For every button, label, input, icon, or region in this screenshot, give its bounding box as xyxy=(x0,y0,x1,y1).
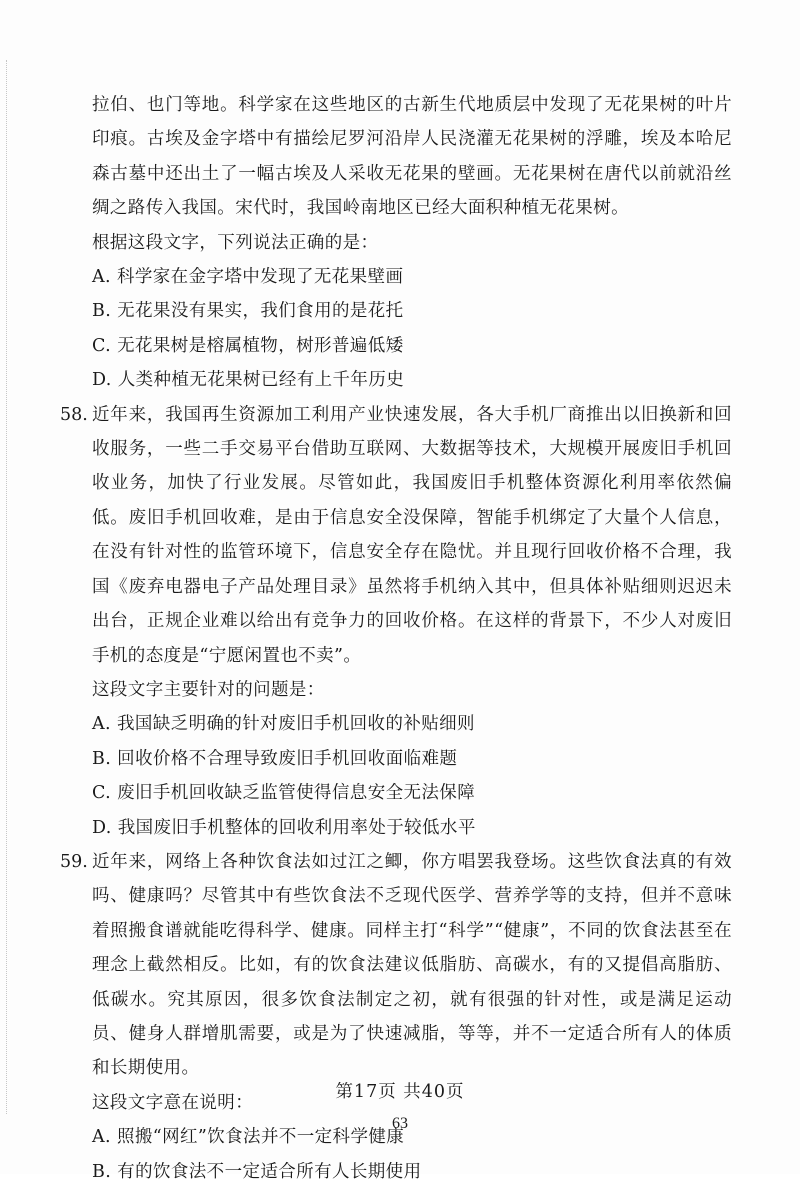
q58-prompt: 这段文字主要针对的问题是： xyxy=(92,679,325,700)
q59-option-a: A. 照搬“网红”饮食法并不一定科学健康 xyxy=(92,1127,405,1148)
q58-number: 58. xyxy=(60,404,88,425)
q58-passage: 近年来，我国再生资源加工利用产业快速发展，各大手机厂商推出以旧换新和回收服务，一些二手交易平台借助互联网、大数据等技术，大规模开展废旧手机回收业务，加快了行业发展。尽管如此，我国废旧手机整体资源化利用率依然偏低。废旧手机回收难，是由于信息安全没保障，智能手机绑定了大量个人信息，在没有针对性的监管环境下，信息安全存在隐忧。并且现行回收价格不合理，我国《废弃电器电子产品处理目录》虽然将手机纳入其中，但具体补贴细则迟迟未出台，正规企业难以给出有竞争力的回收价格。在这样的背景下，不少人对废旧手机的态度是“宁愿闲置也不卖”。 xyxy=(92,404,732,666)
question-59 xyxy=(60,845,732,1189)
q57-option-a: A. 科学家在金字塔中发现了无花果壁画 xyxy=(92,267,404,288)
q58-option-a: A. 我国缺乏明确的针对废旧手机回收的补贴细则 xyxy=(92,714,475,735)
question-58 xyxy=(60,398,732,845)
binding-marks xyxy=(6,60,9,1114)
question-57-continuation xyxy=(92,88,732,398)
q59-number: 59. xyxy=(60,851,88,872)
q58-option-c: C. 废旧手机回收缺乏监管使得信息安全无法保障 xyxy=(92,783,476,804)
q58-option-b: B. 回收价格不合理导致废旧手机回收面临难题 xyxy=(92,748,458,769)
q59-passage: 近年来，网络上各种饮食法如过江之鲫，你方唱罢我登场。这些饮食法真的有效吗、健康吗？尽管其中有些饮食法不乏现代医学、营养学等的支持，但并不意味着照搬食谱就能吃得科学、健康。同样主打“科学”“健康”，不同的饮食法甚至在理念上截然相反。比如，有的饮食法建议低脂肪、高碳水，有的又提倡高脂肪、低碳水。究其原因，很多饮食法制定之初，就有很强的针对性，或是满足运动员、健身人群增肌需要，或是为了快速减脂，等等，并不一定适合所有人的体质和长期使用。 xyxy=(92,851,732,1079)
q59-option-b: B. 有的饮食法不一定适合所有人长期使用 xyxy=(92,1161,422,1182)
page-count-label: 第17页 共40页 xyxy=(335,1082,465,1102)
page-number: 63 xyxy=(392,1115,408,1132)
q59-prompt: 这段文字意在说明： xyxy=(92,1092,254,1113)
q58-option-d: D. 我国废旧手机整体的回收利用率处于较低水平 xyxy=(92,817,476,838)
q57-option-b: B. 无花果没有果实，我们食用的是花托 xyxy=(92,301,404,322)
q57-option-d: D. 人类种植无花果树已经有上千年历史 xyxy=(92,370,405,391)
q57-prompt: 根据这段文字，下列说法正确的是： xyxy=(92,232,379,253)
q57-passage: 拉伯、也门等地。科学家在这些地区的古新生代地质层中发现了无花果树的叶片印痕。古埃及金字塔中有描绘尼罗河沿岸人民浇灌无花果树的浮雕，埃及本哈尼森古墓中还出土了一幅古埃及人采收无花果的壁画。无花果树在唐代以前就沿丝绸之路传入我国。宋代时，我国岭南地区已经大面积种植无花果树。 xyxy=(92,95,732,219)
page-content xyxy=(60,88,732,1189)
q57-option-c: C. 无花果树是榕属植物，树形普遍低矮 xyxy=(92,335,404,356)
